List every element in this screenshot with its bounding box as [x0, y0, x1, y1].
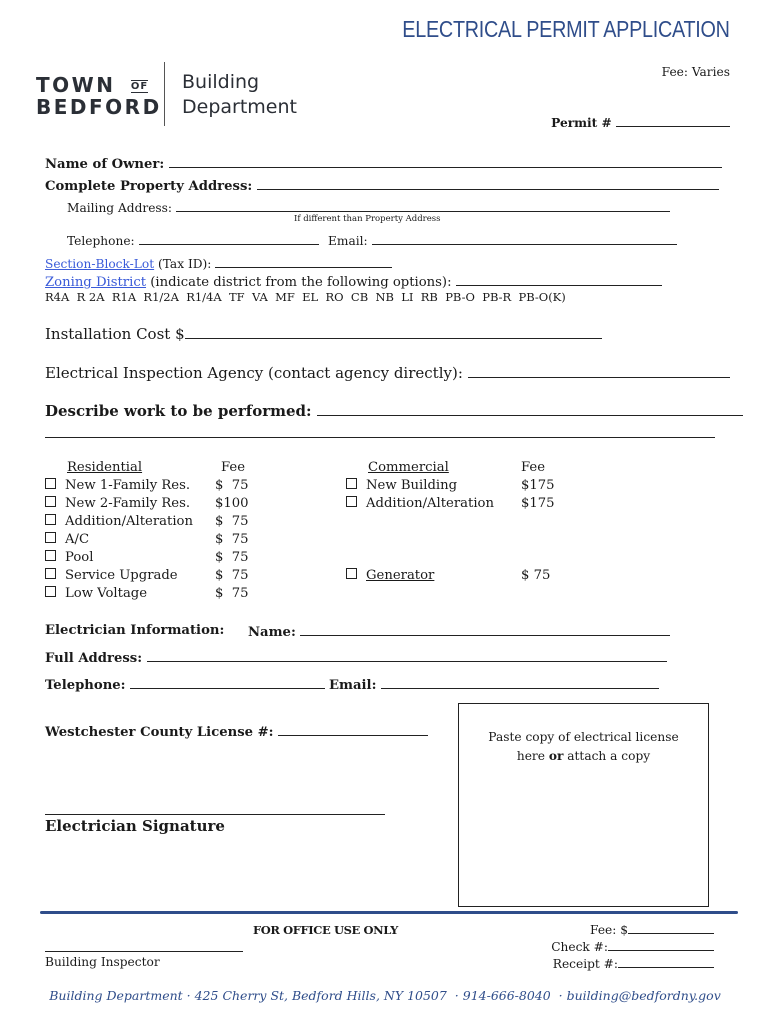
residential-item — [45, 514, 193, 529]
owner-telephone-field[interactable] — [139, 232, 319, 245]
inspection-agency-label: Electrical Inspection Agency (contact agency directly): — [45, 364, 463, 382]
residential-checkbox[interactable] — [45, 550, 56, 561]
logo-divider — [164, 62, 165, 126]
electrician-name-row — [248, 623, 670, 640]
sbl-link[interactable]: Section-Block-Lot — [45, 257, 155, 271]
electrician-email-field[interactable] — [381, 676, 659, 689]
electrician-info-label: Electrician Information: — [45, 623, 225, 638]
inspector-label: Building Inspector — [45, 955, 160, 969]
electrician-telephone-field[interactable] — [130, 676, 325, 689]
commercial-item-label: Generator — [366, 568, 435, 583]
commercial-item-fee: $175 — [521, 478, 555, 493]
work-description-line2[interactable] — [45, 437, 715, 438]
inspection-agency-field[interactable] — [468, 365, 730, 378]
residential-item-fee: $ 75 — [215, 568, 249, 583]
electrician-name-label: Name: — [248, 625, 296, 640]
residential-item-fee: $ 75 — [215, 532, 249, 547]
office-receipt-label: Receipt #: — [552, 957, 618, 971]
commercial-item-fee: $ 75 — [521, 568, 551, 583]
paste-line1: Paste copy of electrical license — [488, 730, 679, 744]
residential-item-label: New 2-Family Res. — [65, 496, 191, 511]
residential-checkbox[interactable] — [45, 532, 56, 543]
department-name — [182, 70, 297, 120]
office-divider — [40, 911, 738, 914]
office-check-row — [551, 938, 714, 954]
full-address-label: Full Address: — [45, 651, 143, 666]
residential-item-label: Service Upgrade — [65, 568, 178, 583]
signature-label: Electrician Signature — [45, 817, 225, 835]
permit-field[interactable] — [616, 114, 730, 127]
town-logo — [36, 74, 162, 118]
commercial-heading: Commercial — [368, 460, 449, 475]
dept-line1: Building — [182, 71, 260, 93]
mailing-note: If different than Property Address — [294, 214, 441, 224]
residential-heading: Residential — [67, 460, 143, 475]
work-description-row — [45, 402, 743, 420]
license-paste-box[interactable] — [458, 703, 709, 907]
permit-label: Permit # — [551, 116, 612, 130]
residential-checkbox[interactable] — [45, 514, 56, 525]
residential-item — [45, 478, 190, 493]
electrician-email-label: Email: — [329, 678, 377, 693]
property-address-label: Complete Property Address: — [45, 179, 253, 194]
commercial-item — [346, 496, 494, 511]
zoning-link[interactable]: Zoning District — [45, 275, 147, 290]
residential-checkbox[interactable] — [45, 496, 56, 507]
form-title: ELECTRICAL PERMIT APPLICATION — [402, 16, 730, 42]
commercial-item-label: Addition/Alteration — [366, 496, 494, 511]
paste-line2 — [459, 747, 708, 766]
work-description-label: Describe work to be performed: — [45, 402, 312, 420]
residential-item-label: Pool — [65, 550, 94, 565]
residential-checkbox[interactable] — [45, 568, 56, 579]
commercial-checkbox[interactable] — [346, 496, 357, 507]
commercial-item-label: New Building — [366, 478, 458, 493]
license-row — [45, 723, 428, 740]
owner-email-label: Email: — [328, 234, 368, 248]
office-check-label: Check #: — [551, 940, 608, 954]
paste-line2-a: here — [516, 749, 549, 763]
license-label: Westchester County License #: — [45, 725, 274, 740]
electrician-telephone-row — [45, 676, 325, 693]
commercial-item — [346, 478, 457, 493]
owner-telephone-row — [67, 232, 319, 248]
fee-varies: Fee: Varies — [661, 65, 730, 79]
residential-item-fee: $ 75 — [215, 586, 249, 601]
installation-cost-label: Installation Cost $ — [45, 325, 185, 343]
paste-line2-b: attach a copy — [563, 749, 651, 763]
residential-checkbox[interactable] — [45, 586, 56, 597]
owner-telephone-label: Telephone: — [67, 234, 135, 248]
office-fee-label: Fee: $ — [590, 923, 628, 937]
owner-name-label: Name of Owner: — [45, 157, 165, 172]
signature-line[interactable] — [45, 814, 385, 815]
commercial-fee-heading: Fee — [521, 460, 546, 475]
permit-number — [551, 114, 730, 130]
mailing-address-field[interactable] — [176, 199, 670, 212]
zoning-options: R4A R 2A R1A R1/2A R1/4A TF VA MF EL RO CB NB LI RB PB-O PB-R PB-O(K) — [45, 290, 566, 304]
office-fee-row — [590, 921, 714, 937]
inspection-agency-row — [45, 364, 730, 382]
commercial-item — [346, 568, 434, 583]
office-receipt-field[interactable] — [618, 955, 714, 968]
residential-item-label: New 1-Family Res. — [65, 478, 191, 493]
sbl-label: (Tax ID): — [154, 257, 212, 271]
residential-item-label: A/C — [65, 532, 90, 547]
sbl-field[interactable] — [215, 255, 392, 268]
property-address-row — [45, 177, 719, 194]
residential-item-label: Addition/Alteration — [65, 514, 193, 529]
logo-of: OF — [130, 81, 149, 92]
full-address-row — [45, 649, 667, 666]
office-use-heading: FOR OFFICE USE ONLY — [253, 923, 398, 937]
dept-line2: Department — [182, 96, 297, 118]
office-receipt-row — [553, 955, 714, 971]
residential-item — [45, 586, 147, 601]
license-field[interactable] — [278, 723, 428, 736]
residential-item — [45, 550, 93, 565]
work-description-field[interactable] — [317, 403, 743, 416]
office-check-field[interactable] — [608, 938, 714, 951]
logo-bedford: BEDFORD — [36, 95, 162, 119]
zoning-label: (indicate district from the following options): — [146, 275, 452, 290]
commercial-item-fee: $175 — [521, 496, 555, 511]
residential-item — [45, 496, 190, 511]
commercial-checkbox[interactable] — [346, 568, 357, 579]
residential-item — [45, 532, 89, 547]
full-address-field[interactable] — [147, 649, 667, 662]
inspector-signature-line[interactable] — [45, 951, 243, 952]
residential-item-label: Low Voltage — [65, 586, 148, 601]
installation-cost-field[interactable] — [185, 326, 602, 339]
zoning-field[interactable] — [456, 273, 662, 286]
residential-item — [45, 568, 178, 583]
owner-name-field[interactable] — [169, 155, 722, 168]
mailing-address-row — [67, 199, 670, 215]
electrician-name-field[interactable] — [300, 623, 670, 636]
logo-town: TOWN — [36, 73, 116, 97]
residential-item-fee: $ 75 — [215, 478, 249, 493]
owner-email-row — [328, 232, 677, 248]
residential-fee-heading: Fee — [221, 460, 246, 475]
footer-contact: Building Department · 425 Cherry St, Bedford Hills, NY 10507 · 914-666-8040 · building@bedfordny.gov — [49, 988, 721, 1003]
residential-item-fee: $ 75 — [215, 514, 249, 529]
residential-item-fee: $ 75 — [215, 550, 249, 565]
property-address-field[interactable] — [257, 177, 719, 190]
residential-checkbox[interactable] — [45, 478, 56, 489]
paste-line2-or: or — [548, 749, 564, 763]
office-fee-field[interactable] — [628, 921, 714, 934]
owner-email-field[interactable] — [372, 232, 677, 245]
installation-cost-row — [45, 325, 602, 343]
residential-item-fee: $100 — [215, 496, 249, 511]
zoning-row — [45, 273, 662, 290]
commercial-checkbox[interactable] — [346, 478, 357, 489]
electrician-telephone-label: Telephone: — [45, 678, 126, 693]
mailing-address-label: Mailing Address: — [67, 201, 173, 215]
electrician-email-row — [329, 676, 659, 693]
owner-name-row — [45, 155, 722, 172]
sbl-row — [45, 255, 392, 271]
